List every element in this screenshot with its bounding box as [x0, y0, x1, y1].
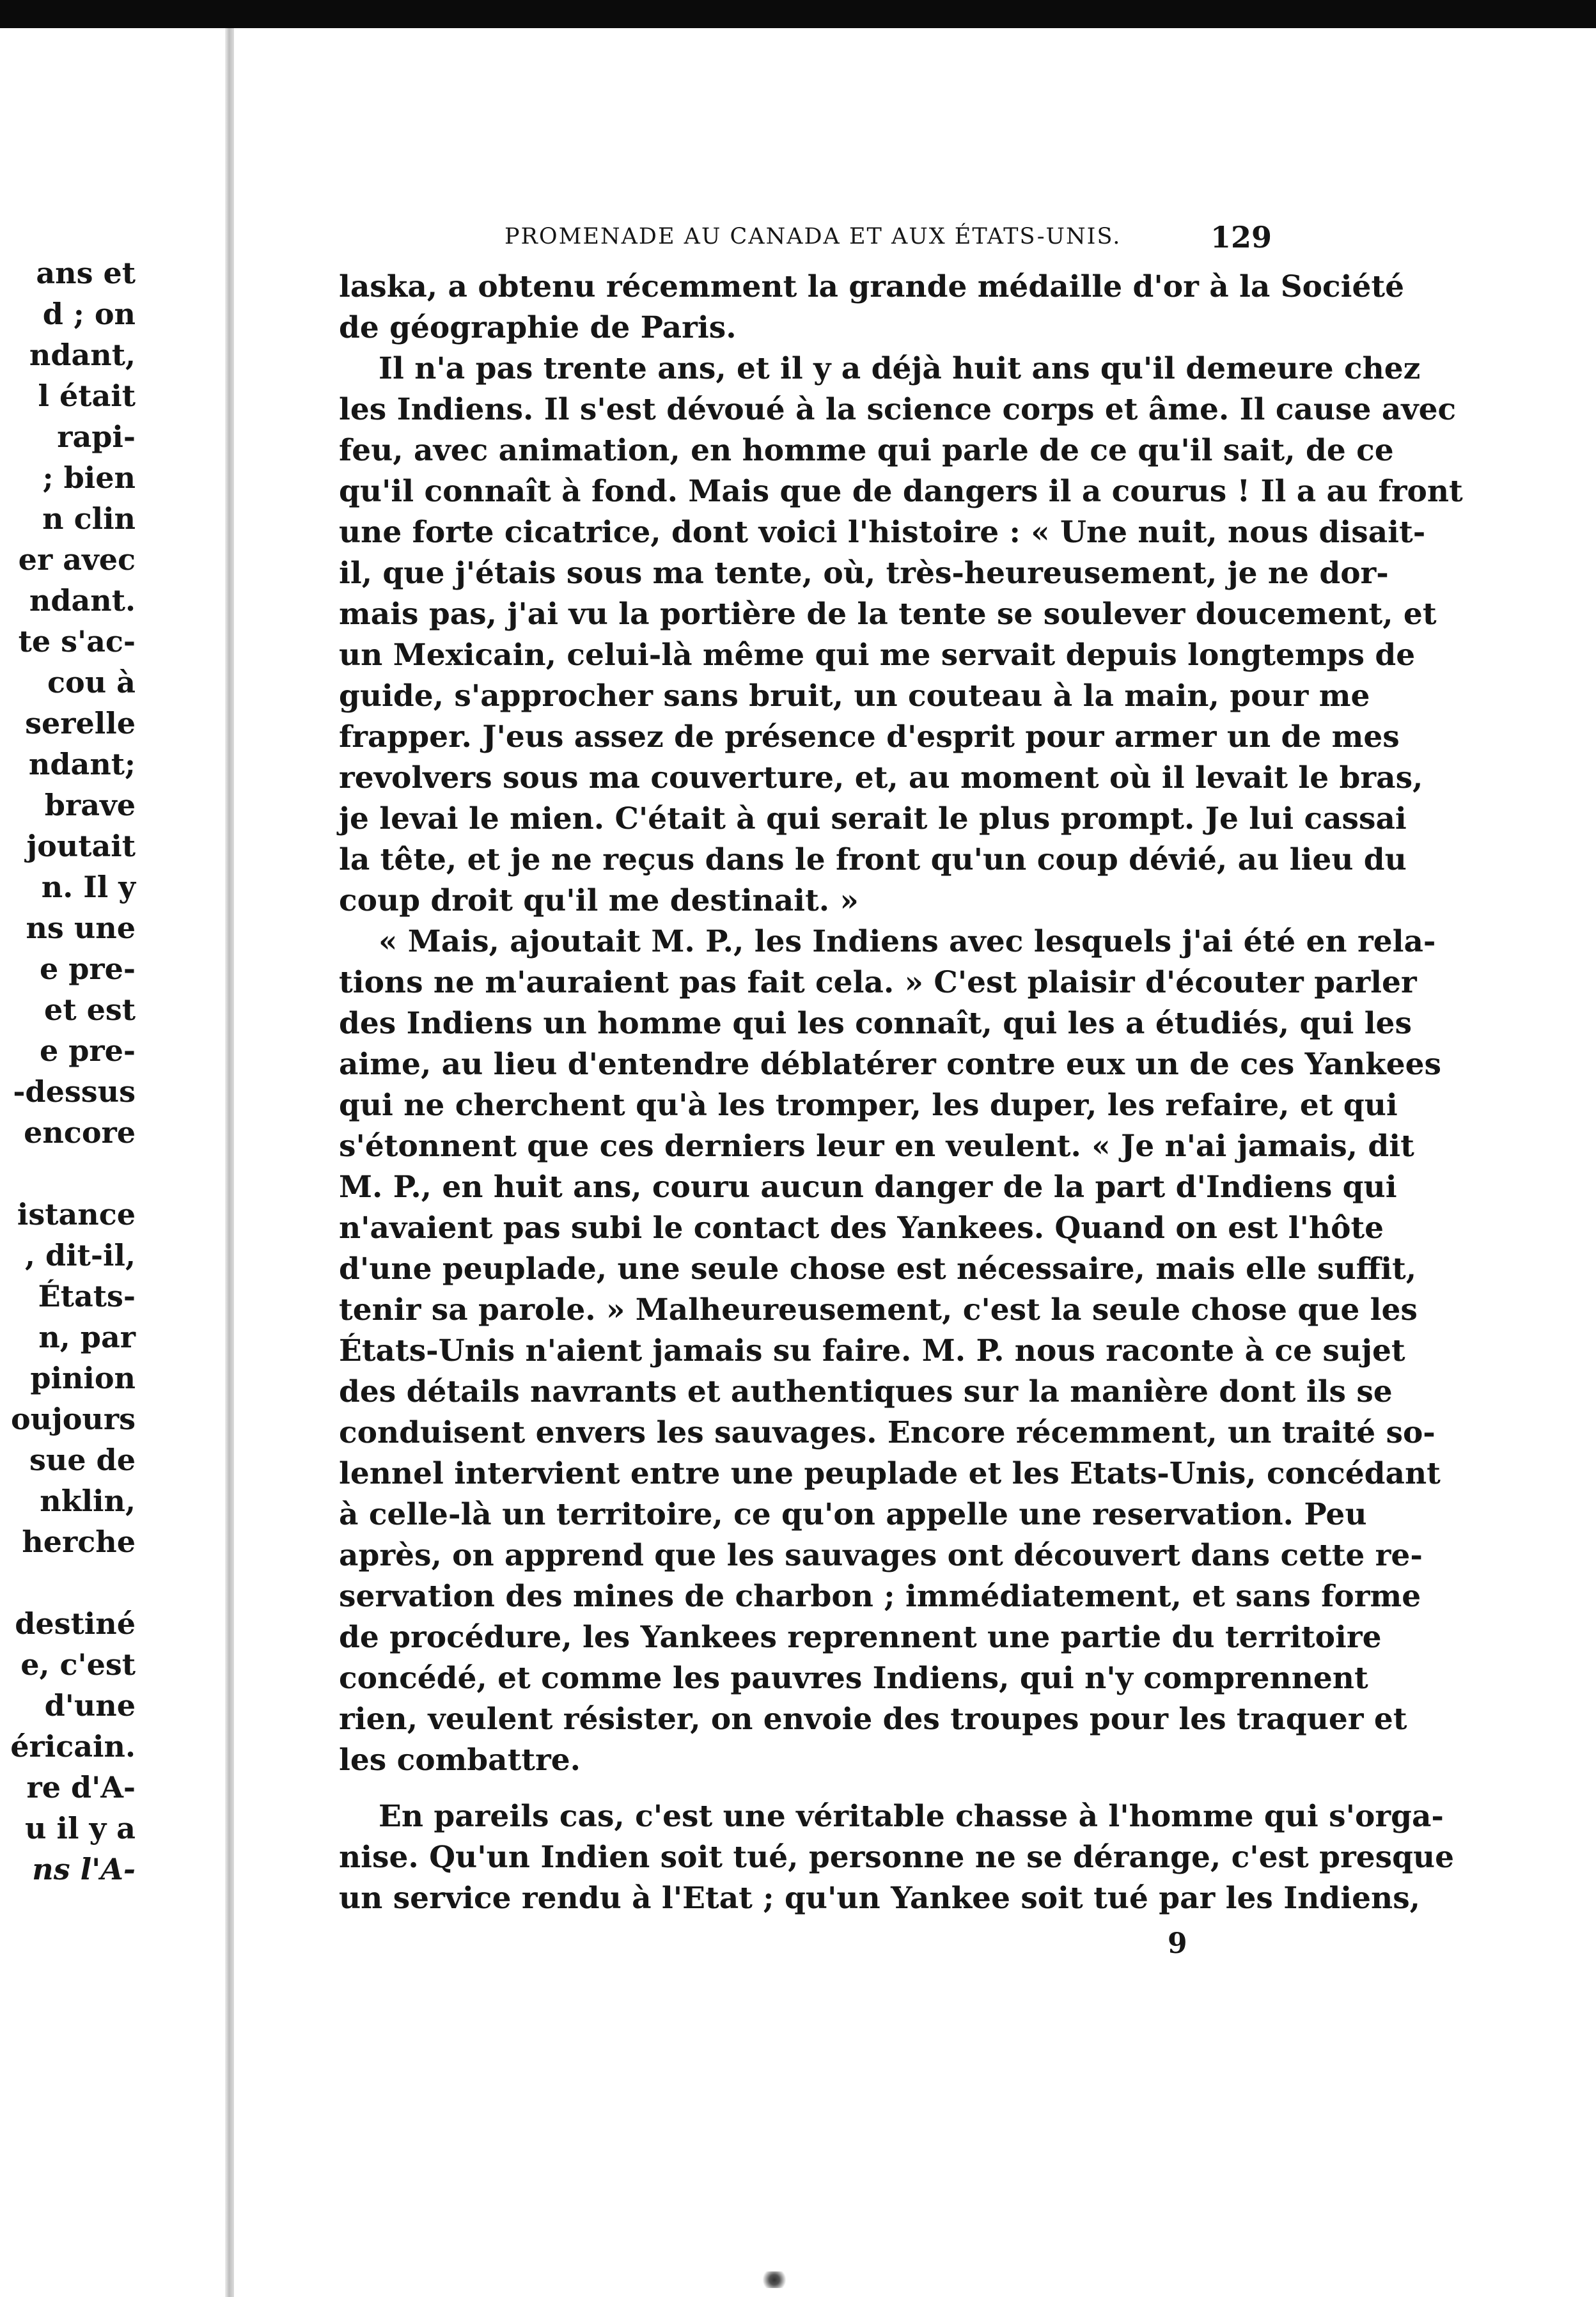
- text-line: après, on apprend que les sauvages ont découvert dans cette re-: [339, 1538, 1423, 1573]
- signature-mark: 9: [1168, 1927, 1187, 1960]
- text-line: qu'il connaît à fond. Mais que de dangers il a courus ! Il a au front: [339, 474, 1463, 509]
- text-line: revolvers sous ma couverture, et, au moment où il levait le bras,: [339, 760, 1423, 796]
- scan-top-edge: [0, 0, 1596, 28]
- text-line: « Mais, ajoutait M. P., les Indiens avec lesquels j'ai été en rela-: [379, 924, 1436, 959]
- facing-page-fragment: er avec: [18, 542, 136, 577]
- book-spine: [225, 28, 234, 2297]
- facing-page-fragment: herche: [22, 1525, 136, 1559]
- facing-page-fragment: joutait: [26, 829, 136, 863]
- text-line: s'étonnent que ces derniers leur en veulent. « Je n'ai jamais, dit: [339, 1129, 1414, 1164]
- text-line: je levai le mien. C'était à qui serait le plus prompt. Je lui cassai: [339, 801, 1407, 836]
- text-line: de géographie de Paris.: [339, 310, 737, 345]
- text-line: n'avaient pas subi le contact des Yankees. Quand on est l'hôte: [339, 1211, 1384, 1246]
- facing-page-fragment: n. Il y: [41, 870, 136, 904]
- facing-page-fragment: destiné: [15, 1606, 136, 1641]
- facing-page-fragment: te s'ac-: [18, 624, 136, 659]
- text-line: Il n'a pas trente ans, et il y a déjà huit ans qu'il demeure chez: [379, 351, 1421, 386]
- text-line: d'une peuplade, une seule chose est nécessaire, mais elle suffit,: [339, 1251, 1417, 1287]
- facing-page-fragment: n clin: [42, 501, 136, 536]
- text-line: laska, a obtenu récemment la grande médaille d'or à la Société: [339, 269, 1404, 304]
- text-line: lennel intervient entre une peuplade et les Etats-Unis, concédant: [339, 1456, 1441, 1491]
- text-line: un Mexicain, celui-là même qui me servait depuis longtemps de: [339, 638, 1416, 673]
- facing-page-fragment: ns une: [26, 911, 136, 945]
- facing-page-fragment: cou à: [47, 665, 136, 700]
- text-line: aime, au lieu d'entendre déblatérer contre eux un de ces Yankees: [339, 1047, 1442, 1082]
- facing-page-fragment: ; bien: [42, 460, 136, 495]
- facing-page-fragment: e pre-: [39, 1033, 136, 1068]
- text-line: frapper. J'eus assez de présence d'esprit pour armer un de mes: [339, 719, 1400, 755]
- facing-page-fragment: serelle: [25, 706, 136, 741]
- facing-page-fragment: ndant.: [29, 583, 136, 618]
- text-line: les Indiens. Il s'est dévoué à la science corps et âme. Il cause avec: [339, 392, 1457, 427]
- text-line: les combattre.: [339, 1743, 581, 1778]
- text-line: guide, s'approcher sans bruit, un couteau à la main, pour me: [339, 678, 1370, 714]
- facing-page-fragment: ndant,: [29, 338, 136, 372]
- facing-page-fragment: istance: [17, 1197, 136, 1232]
- text-line: concédé, et comme les pauvres Indiens, qui n'y comprennent: [339, 1661, 1368, 1696]
- facing-page-fragment: l était: [38, 379, 136, 413]
- facing-page-fragment: e pre-: [39, 952, 136, 986]
- text-line: qui ne cherchent qu'à les tromper, les duper, les refaire, et qui: [339, 1088, 1398, 1123]
- text-line: conduisent envers les sauvages. Encore récemment, un traité so-: [339, 1415, 1436, 1450]
- scan-speck: [760, 2271, 789, 2288]
- text-line: tenir sa parole. » Malheureusement, c'est la seule chose que les: [339, 1292, 1418, 1328]
- facing-page-fragment: encore: [24, 1115, 136, 1150]
- text-line: servation des mines de charbon ; immédiatement, et sans forme: [339, 1579, 1421, 1614]
- text-line: États-Unis n'aient jamais su faire. M. P. nous raconte à ce sujet: [339, 1333, 1405, 1368]
- facing-page-fragment: ns l'A-: [32, 1852, 136, 1886]
- facing-page-fragment: éricain.: [10, 1729, 136, 1764]
- text-line: un service rendu à l'Etat ; qu'un Yankee soit tué par les Indiens,: [339, 1881, 1421, 1916]
- text-line: coup droit qu'il me destinait. »: [339, 883, 859, 918]
- facing-page-fragment: pinion: [30, 1361, 136, 1395]
- facing-page-fragment: nklin,: [40, 1484, 136, 1518]
- text-line: une forte cicatrice, dont voici l'histoire : « Une nuit, nous disait-: [339, 515, 1426, 550]
- facing-page-fragment: rapi-: [57, 419, 136, 454]
- text-line: nise. Qu'un Indien soit tué, personne ne se dérange, c'est presque: [339, 1840, 1455, 1875]
- facing-page-fragment: u il y a: [25, 1811, 136, 1846]
- facing-page-margin: [0, 28, 229, 2297]
- facing-page-fragment: ndant;: [28, 747, 136, 781]
- facing-page-fragment: d ; on: [42, 297, 136, 331]
- text-line: mais pas, j'ai vu la portière de la tente se soulever doucement, et: [339, 597, 1437, 632]
- facing-page-fragment: ans et: [36, 256, 136, 290]
- running-title: PROMENADE AU CANADA ET AUX ÉTATS-UNIS.: [505, 224, 1122, 249]
- text-line: la tête, et je ne reçus dans le front qu'un coup dévié, au lieu du: [339, 842, 1407, 877]
- text-line: à celle-là un territoire, ce qu'on appelle une reservation. Peu: [339, 1497, 1367, 1532]
- facing-page-fragment: sue de: [29, 1443, 136, 1477]
- text-line: rien, veulent résister, on envoie des troupes pour les traquer et: [339, 1702, 1407, 1737]
- facing-page-fragment: , dit-il,: [25, 1238, 136, 1273]
- facing-page-fragment: e, c'est: [20, 1647, 136, 1682]
- text-line: des détails navrants et authentiques sur la manière dont ils se: [339, 1374, 1393, 1409]
- facing-page-fragment: d'une: [44, 1688, 136, 1723]
- text-line: des Indiens un homme qui les connaît, qui les a étudiés, qui les: [339, 1006, 1412, 1041]
- text-line: de procédure, les Yankees reprennent une partie du territoire: [339, 1620, 1382, 1655]
- text-line: En pareils cas, c'est une véritable chasse à l'homme qui s'orga-: [379, 1799, 1444, 1834]
- facing-page-fragment: et est: [44, 992, 136, 1027]
- facing-page-fragment: États-: [38, 1279, 136, 1313]
- facing-page-fragment: brave: [44, 788, 136, 822]
- page-number: 129: [1210, 220, 1272, 255]
- facing-page-fragment: re d'A-: [26, 1770, 136, 1805]
- facing-page-fragment: -dessus: [13, 1074, 136, 1109]
- text-line: tions ne m'auraient pas fait cela. » C'est plaisir d'écouter parler: [339, 965, 1417, 1000]
- text-line: M. P., en huit ans, couru aucun danger de la part d'Indiens qui: [339, 1170, 1397, 1205]
- facing-page-fragment: n, par: [38, 1320, 136, 1354]
- text-line: feu, avec animation, en homme qui parle de ce qu'il sait, de ce: [339, 433, 1394, 468]
- facing-page-fragment: oujours: [10, 1402, 136, 1436]
- text-line: il, que j'étais sous ma tente, où, très-heureusement, je ne dor-: [339, 556, 1389, 591]
